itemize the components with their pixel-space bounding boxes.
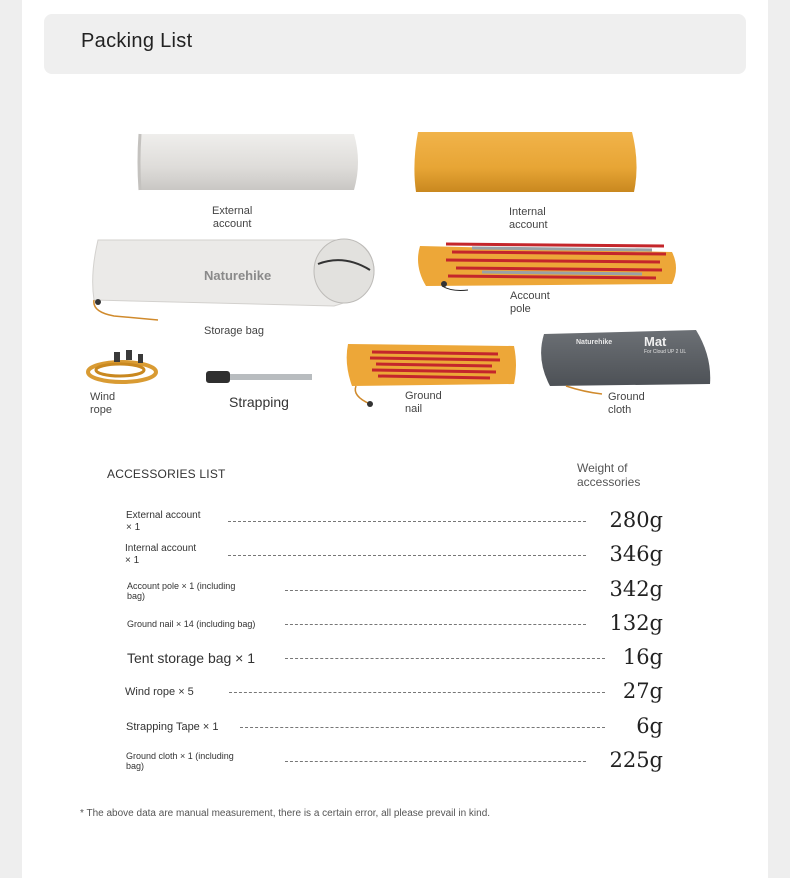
strapping-image bbox=[204, 368, 314, 386]
leader-line bbox=[285, 761, 586, 762]
account-pole-image bbox=[412, 238, 680, 294]
storage-bag-image bbox=[84, 234, 380, 324]
list-item bbox=[22, 540, 768, 570]
accessory-name: External account × 1 bbox=[126, 510, 201, 533]
accessory-weight: 6g bbox=[636, 714, 663, 738]
list-item bbox=[22, 609, 768, 639]
accessory-name: Strapping Tape × 1 bbox=[126, 721, 219, 733]
packing-list-panel bbox=[22, 0, 768, 878]
accessory-name: Account pole × 1 (including bag) bbox=[127, 581, 236, 601]
ground-cloth-image bbox=[536, 326, 714, 396]
list-item bbox=[22, 643, 768, 673]
accessories-list-title: ACCESSORIES LIST bbox=[107, 467, 226, 481]
leader-line bbox=[285, 658, 605, 659]
accessory-name: Ground cloth × 1 (including bag) bbox=[126, 751, 234, 771]
strapping-label: Strapping bbox=[229, 394, 289, 410]
accessory-name: Wind rope × 5 bbox=[125, 686, 194, 698]
account-pole-label: Account pole bbox=[510, 290, 550, 315]
accessory-weight: 27g bbox=[622, 679, 663, 703]
accessory-weight: 342g bbox=[609, 577, 663, 601]
wind-rope-label: Wind rope bbox=[90, 391, 116, 416]
external-account-image bbox=[134, 128, 364, 196]
mat-logo: Mat bbox=[644, 334, 667, 349]
leader-line bbox=[285, 624, 586, 625]
accessory-weight: 132g bbox=[609, 611, 663, 635]
accessory-name: Tent storage bag × 1 bbox=[127, 650, 256, 666]
wind-rope-image bbox=[84, 346, 162, 386]
leader-line bbox=[240, 727, 605, 728]
list-item bbox=[22, 506, 768, 536]
list-item bbox=[22, 746, 768, 776]
ground-nail-label: Ground nail bbox=[405, 390, 442, 415]
section-header bbox=[44, 14, 746, 74]
page-title: Packing List bbox=[81, 30, 193, 52]
accessory-name: Ground nail × 14 (including bag) bbox=[127, 619, 256, 629]
internal-account-image bbox=[410, 128, 640, 198]
list-item bbox=[22, 575, 768, 605]
list-item bbox=[22, 712, 768, 742]
accessory-name: Internal account × 1 bbox=[125, 543, 197, 566]
accessory-weight: 280g bbox=[609, 508, 663, 532]
accessory-weight: 16g bbox=[622, 645, 663, 669]
storage-bag-label: Storage bag bbox=[204, 325, 264, 337]
external-account-label: External account bbox=[212, 205, 253, 230]
accessory-weight: 346g bbox=[609, 542, 663, 566]
naturehike-logo: Naturehike bbox=[204, 268, 272, 283]
leader-line bbox=[228, 555, 586, 556]
leader-line bbox=[228, 521, 586, 522]
internal-account-label: Internal account bbox=[509, 206, 548, 231]
leader-line bbox=[229, 692, 605, 693]
ground-cloth-label: Ground cloth bbox=[608, 391, 645, 416]
naturehike-logo: Naturehike bbox=[576, 339, 613, 346]
leader-line bbox=[285, 590, 586, 591]
footnote: * The above data are manual measurement, there is a certain error, all please prevail in kind. bbox=[80, 808, 491, 819]
weight-column-title: Weight of accessories bbox=[577, 461, 641, 489]
accessory-weight: 225g bbox=[609, 748, 663, 772]
list-item bbox=[22, 677, 768, 707]
mat-subtitle: For Cloud UP 2 UL bbox=[644, 349, 687, 355]
